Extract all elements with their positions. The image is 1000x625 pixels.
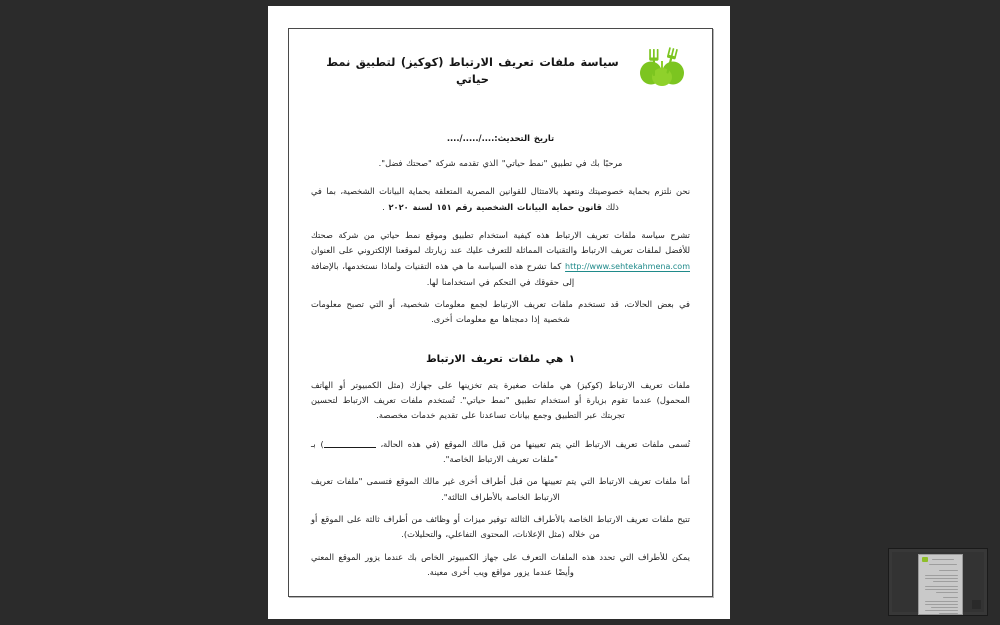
paragraph-first-party-cookies	[311, 437, 690, 468]
document-title-wrapper	[311, 41, 634, 101]
paragraph-third-party-cookies: أما ملفات تعريف الارتباط التي يتم تعيينها من قبل أطراف أخرى غير مالك الموقع فتسمى "ملفات تعريف الارتباط الخاصة بالأطراف الثالثة".	[311, 476, 690, 502]
thumbnail-resize-handle[interactable]	[972, 600, 981, 609]
commitment-text-after: .	[382, 201, 389, 212]
thumbnail-logo-icon	[922, 557, 928, 562]
document-title: سياسة ملفات تعريف الارتباط (كوكيز) لتطبيق نمط حياتي	[326, 54, 619, 86]
lifestyle-app-logo-icon	[634, 41, 690, 93]
commitment-law-name: قانون حماية البيانات الشخصية رقم ١٥١ لسنة ٢٠٢٠	[388, 201, 602, 212]
page-border-frame	[288, 28, 713, 597]
paragraph-what-are-cookies: ملفات تعريف الارتباط (كوكيز) هي ملفات صغيرة يتم تخزينها على جهازك (مثل الكمبيوتر أو الهاتف المحمول) عندما تقوم بزيارة أو استخدام تطبيق "نمط حياتي". تُستخدم ملفات تعريف الارتباط لتحسين تجربتك عبر التطبيق وجمع بيانات تساعدنا على تقديم خدمات مخصصة.	[311, 379, 690, 421]
thumbnail-page[interactable]	[918, 554, 963, 615]
paragraph-purpose	[311, 228, 690, 290]
document-content	[289, 29, 712, 596]
update-date-label: تاريخ التحديث:..../...../....	[446, 133, 555, 143]
commitment-text-before: نحن نلتزم بحماية خصوصيتك ونتعهد بالامتثال للقوانين المصرية المتعلقة بحماية البيانات الشخصية، بما في ذلك	[311, 186, 690, 212]
section-heading-what-are-cookies: ١ هي ملفات تعريف الارتباط	[426, 353, 575, 365]
paragraph-commitment	[311, 184, 690, 215]
document-header	[311, 41, 690, 107]
purpose-text-after: كما تشرح هذه السياسة ما هي هذه التقنيات ولماذا نستخدمها، بالإضافة إلى حقوقك في التحكم في استخدامنا لها.	[311, 260, 575, 287]
purpose-text-before: تشرح سياسة ملفات تعريف الارتباط هذه كيفية استخدام تطبيق وموقع نمط حياتي من شركة صحتك للأفضل لملفات تعريف الارتباط والتقنيات المماثلة للتعرف عليك عند زيارتك لموقعنا الإلكتروني على العنوان	[311, 230, 690, 256]
thumbnail-canvas	[892, 552, 984, 612]
document-page	[268, 6, 730, 619]
fill-in-blank-rule	[324, 447, 376, 448]
website-link[interactable]: http://www.sehtekahmena.com	[565, 261, 690, 271]
paragraph-device-recognition: يمكن للأطراف التي تحدد هذه الملفات التعرف على جهاز الكمبيوتر الخاص بك عندما يزور الموقع المعني وأيضًا عندما يزور مواقع ويب أخرى معينة.	[311, 551, 690, 577]
page-thumbnail-panel[interactable]	[888, 548, 988, 616]
paragraph-welcome: مرحبًا بك في تطبيق "نمط حياتي" الذي تقدمه شركة "صحتك فضل".	[378, 158, 623, 168]
first-party-text-before: تُسمى ملفات تعريف الارتباط التي يتم تعيينها من قبل مالك الموقع (في هذه الحالة،	[375, 438, 690, 449]
paragraph-personal-info: في بعض الحالات، قد تستخدم ملفات تعريف الارتباط لجمع معلومات شخصية، أو التي تصبح معلومات شخصية إذا دمجناها مع معلومات أخرى.	[311, 298, 690, 325]
paragraph-third-party-features: تتيح ملفات تعريف الارتباط الخاصة بالأطراف الثالثة توفير ميزات أو وظائف من أطراف ثالثة على الموقع أو من خلاله (مثل الإعلانات، المحتوى التفاعلي، والتحليلات).	[311, 513, 690, 540]
first-party-text-after: ) بـ "ملفات تعريف الارتباط الخاصة".	[311, 438, 558, 464]
